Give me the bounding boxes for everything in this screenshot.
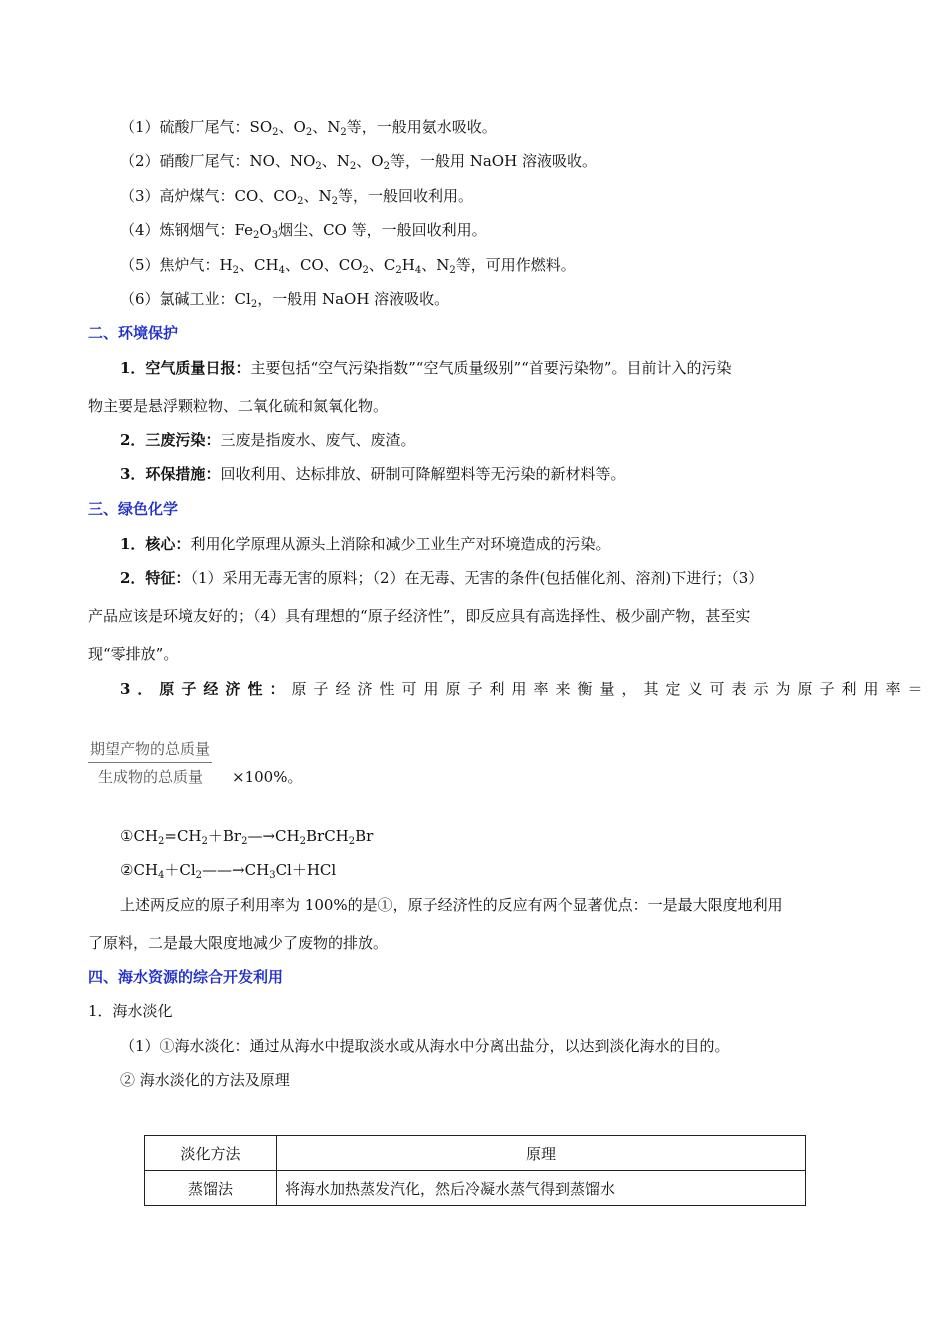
paragraph-conclusion: 上述两反应的原子利用率为 100%的是①，原子经济性的反应有两个显著优点：一是最大限度地利用	[120, 896, 783, 914]
subheading-desalination: 1．海水淡化	[88, 1002, 173, 1020]
fraction-denominator: 生成物的总质量	[98, 768, 204, 786]
paragraph-measures: 3．环保措施：回收利用、达标排放、研制可降解塑料等无污染的新材料等。	[120, 465, 626, 483]
table-header-cell: 淡化方法	[145, 1136, 277, 1171]
paragraph-air-quality-cont: 物主要是悬浮颗粒物、二氧化硫和氮氧化物。	[88, 397, 389, 415]
equation-1: $①CH_2=CH_2+Br_2—\to CH_2BrCH_2Br$	[120, 827, 374, 847]
gas-item: （5）焦炉气：$H_2$、$CH_4$、CO、$CO_2$、$C_2H_4$、$N_2$等，可用作燃料。	[120, 256, 576, 276]
table-header-row	[145, 1136, 806, 1171]
equation-2: $②CH_4+Cl_2——\to CH_3Cl+HCl$	[120, 861, 337, 881]
section-heading-green-chemistry: 三、绿色化学	[88, 500, 179, 518]
table-cell: 将海水加热蒸发汽化，然后冷凝水蒸气得到蒸馏水	[277, 1171, 806, 1206]
gas-item: （1）硫酸厂尾气：$SO_2$、$O_2$、$N_2$等，一般用氨水吸收。	[120, 118, 497, 138]
paragraph-atom-economy: 3．原子经济性：原子经济性可用原子利用率来衡量，其定义可表示为原子利用率＝	[120, 680, 930, 698]
paragraph-desalination: （1）①海水淡化：通过从海水中提取淡水或从海水中分离出盐分，以达到淡化海水的目的。	[120, 1037, 730, 1055]
table-header-cell: 原理	[277, 1136, 806, 1171]
gas-item: （3）高炉煤气：CO、$CO_2$、$N_2$等，一般回收利用。	[120, 187, 473, 207]
paragraph-features: 2．特征：（1）采用无毒无害的原料；（2）在无毒、无害的条件(包括催化剂、溶剂)下进行；（3）	[120, 569, 764, 587]
paragraph-air-quality: 1．空气质量日报：主要包括“空气污染指数”“空气质量级别”“首要污染物”。目前计入的污染	[120, 359, 732, 377]
paragraph-core: 1．核心：利用化学原理从源头上消除和减少工业生产对环境造成的污染。	[120, 535, 611, 553]
paragraph-three-wastes: 2．三废污染：三废是指废水、废气、废渣。	[120, 431, 416, 449]
table-cell: 蒸馏法	[145, 1171, 277, 1206]
atom-utilization-fraction	[88, 738, 212, 787]
gas-item: （2）硝酸厂尾气：NO、$NO_2$、$N_2$、$O_2$等，一般用 NaOH 溶液吸收。	[120, 152, 597, 172]
section-heading-environment: 二、环境保护	[88, 324, 179, 342]
section-heading-seawater: 四、海水资源的综合开发利用	[88, 968, 284, 986]
paragraph-conclusion-cont: 了原料，二是最大限度地减少了废物的排放。	[88, 934, 389, 952]
fraction-numerator: 期望产物的总质量	[88, 738, 212, 763]
fraction-multiplier: ×100%。	[232, 768, 303, 786]
paragraph-methods: ② 海水淡化的方法及原理	[120, 1071, 290, 1089]
table-row	[145, 1171, 806, 1206]
gas-item: （4）炼钢烟气：$Fe_2O_3$烟尘、CO 等，一般回收利用。	[120, 221, 487, 241]
paragraph-features-cont: 产品应该是环境友好的；（4）具有理想的“原子经济性”，即反应具有高选择性、极少副产物，甚至实	[88, 607, 751, 625]
gas-item: （6）氯碱工业：$Cl_2$，一般用 NaOH 溶液吸收。	[120, 290, 450, 310]
paragraph-features-cont: 现“零排放”。	[88, 645, 179, 663]
desalination-table	[144, 1135, 806, 1206]
